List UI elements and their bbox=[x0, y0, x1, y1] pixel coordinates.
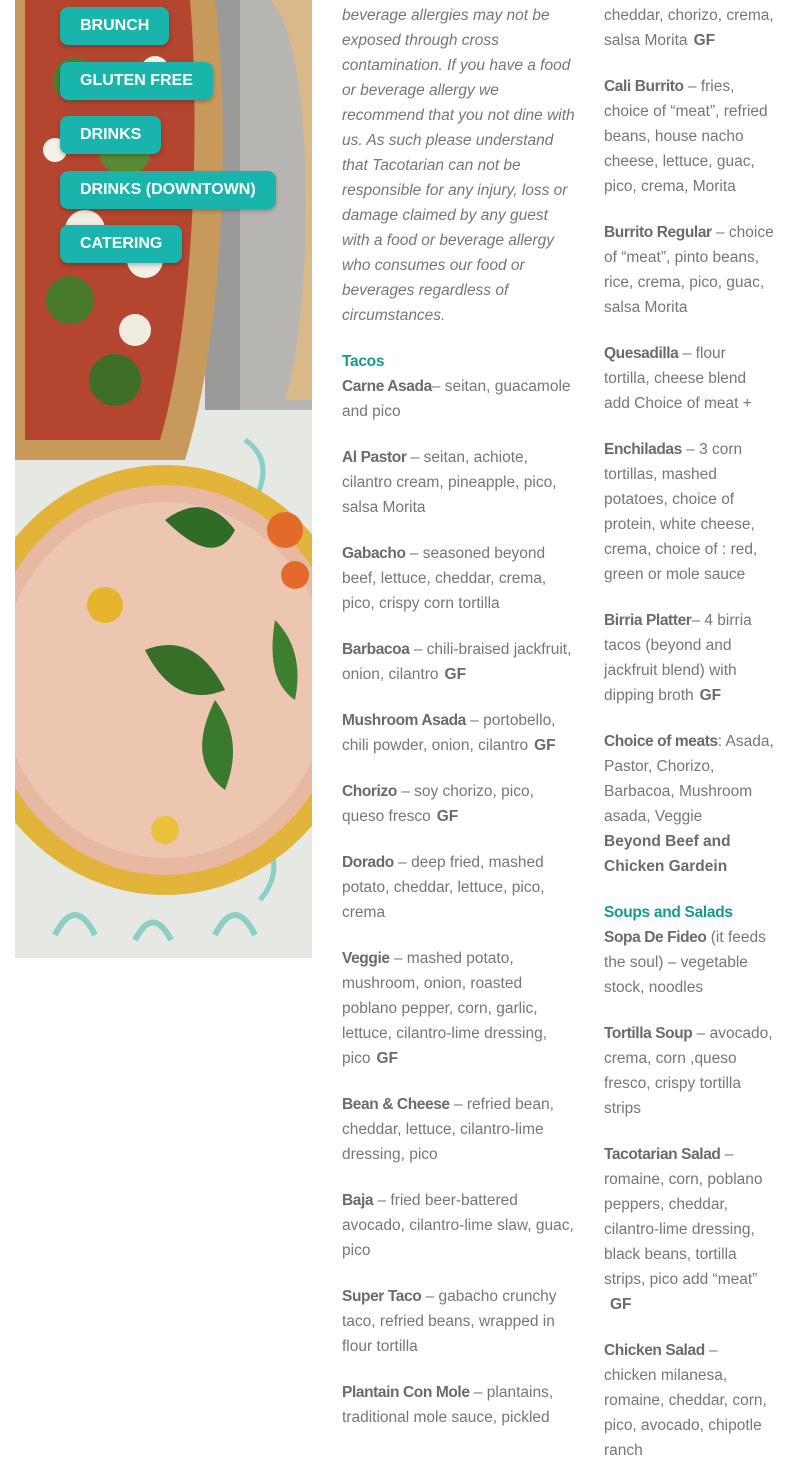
menu-item-name: Bean & Cheese bbox=[342, 1096, 450, 1113]
menu-item-continued bbox=[604, 0, 774, 53]
menu-item-name: Quesadilla bbox=[604, 345, 679, 362]
gluten-free-badge: GF bbox=[534, 737, 556, 754]
menu-item-name: Enchiladas bbox=[604, 441, 682, 458]
category-button-drinks[interactable]: DRINKS bbox=[60, 116, 161, 154]
menu-item-desc: – portobello, chili powder, onion, cilantro bbox=[342, 712, 556, 754]
menu-item-name: Baja bbox=[342, 1192, 374, 1209]
menu-item-desc: – mashed potato, mushroom, onion, roasted poblano pepper, corn, garlic, lettuce, cilantro-lime dressing, pico bbox=[342, 950, 548, 1067]
menu-item-name: Plantain Con Mole bbox=[342, 1384, 470, 1401]
menu-item-desc: – seitan, guacamole and pico bbox=[342, 378, 571, 420]
gluten-free-badge: GF bbox=[699, 687, 722, 704]
menu-item bbox=[342, 445, 578, 520]
menu-item-desc: – seasoned beyond beef, lettuce, cheddar, crema, pico, crispy corn tortilla bbox=[342, 545, 547, 612]
menu-item-name: Dorado bbox=[342, 854, 394, 871]
gluten-free-badge: GF bbox=[610, 1296, 632, 1313]
menu-item-name: Burrito Regular bbox=[604, 224, 712, 241]
menu-item-desc: – refried bean, cheddar, lettuce, cilantro-lime dressing, pico bbox=[342, 1096, 554, 1163]
menu-item-desc: (it feeds the soul) – vegetable stock, noodles bbox=[604, 929, 766, 996]
meat-choices-list: : Asada, Pastor, Chorizo, Barbacoa, Mushroom asada, Veggie bbox=[604, 733, 774, 825]
allergy-disclaimer: beverage allergies may not be exposed through cross contamination. If you have a food or beverage allergy we recommend that you not dine with us. As such please understand that Tacotarian can not be responsible for any injury, loss or damage claimed by any guest with a food or beverage allergy who consumes our food or beverages regardless of circumstances. bbox=[342, 7, 575, 324]
menu-item-desc: – plantains, traditional mole sauce, pickled bbox=[342, 1384, 554, 1426]
category-button-catering[interactable]: CATERING bbox=[60, 225, 182, 263]
menu-column-2 bbox=[604, 0, 774, 1484]
menu-item-desc: – fries, choice of “meat”, refried beans, house nacho cheese, lettuce, guac, pico, crema, Morita bbox=[604, 78, 768, 195]
menu-item-desc: – gabacho crunchy taco, refried beans, wrapped in flour tortilla bbox=[342, 1288, 557, 1355]
menu-item-desc: – deep fried, mashed potato, cheddar, lettuce, pico, crema bbox=[342, 854, 545, 921]
section-heading-tacos: Tacos bbox=[342, 353, 385, 370]
menu-item-name: Mushroom Asada bbox=[342, 712, 466, 729]
category-button-brunch[interactable]: BRUNCH bbox=[60, 7, 169, 45]
menu-item-name: Super Taco bbox=[342, 1288, 422, 1305]
menu-item-desc: – 3 corn tortillas, mashed potatoes, choice of protein, white cheese, crema, choice of : red, green or mole sauce bbox=[604, 441, 758, 583]
menu-item bbox=[604, 74, 774, 199]
menu-item bbox=[342, 850, 578, 925]
menu-item bbox=[604, 608, 774, 708]
gluten-free-badge: GF bbox=[693, 32, 716, 49]
menu-item bbox=[342, 1284, 578, 1359]
menu-item bbox=[342, 946, 578, 1071]
menu-item bbox=[342, 374, 578, 424]
section-heading-soups-salads: Soups and Salads bbox=[604, 904, 733, 921]
menu-item-desc: – fried beer-battered avocado, cilantro-lime slaw, guac, pico bbox=[342, 1192, 574, 1259]
menu-item bbox=[604, 925, 774, 1000]
meat-choices-label: Choice of meats bbox=[604, 733, 718, 750]
menu-item-name: Chicken Salad bbox=[604, 1342, 705, 1359]
meat-choices bbox=[604, 729, 774, 879]
menu-item bbox=[342, 541, 578, 616]
menu-item-name: Veggie bbox=[342, 950, 390, 967]
menu-item-name: Al Pastor bbox=[342, 449, 407, 466]
gluten-free-badge: GF bbox=[444, 666, 467, 683]
menu-item-desc: cheddar, chorizo, crema, salsa Morita bbox=[604, 7, 774, 49]
menu-item-name: Gabacho bbox=[342, 545, 406, 562]
menu-item-desc: – flour tortilla, cheese blend add Choice of meat + bbox=[604, 345, 752, 412]
menu-item-name: Barbacoa bbox=[342, 641, 410, 658]
menu-item bbox=[342, 779, 578, 829]
menu-item-name: Cali Burrito bbox=[604, 78, 684, 95]
menu-item-name: Chorizo bbox=[342, 783, 397, 800]
menu-item-desc: – seitan, achiote, cilantro cream, pineapple, pico, salsa Morita bbox=[342, 449, 557, 516]
menu-item-name: Birria Platter bbox=[604, 612, 692, 629]
menu-item bbox=[604, 1021, 774, 1121]
menu-item bbox=[604, 220, 774, 320]
menu-item bbox=[604, 341, 774, 416]
menu-item bbox=[342, 1188, 578, 1263]
menu-item bbox=[342, 637, 578, 687]
menu-item bbox=[604, 1338, 774, 1463]
menu-item bbox=[604, 437, 774, 587]
menu-item-desc: – choice of “meat”, pinto beans, rice, crema, pico, guac, salsa Morita bbox=[604, 224, 774, 316]
menu-item-name: Carne Asada bbox=[342, 378, 432, 395]
meat-choices-extra: Beyond Beef and Chicken Gardein bbox=[604, 833, 731, 875]
menu-item-desc: – chili-braised jackfruit, onion, cilantro bbox=[342, 641, 572, 683]
menu-item bbox=[342, 708, 578, 758]
category-button-gluten-free[interactable]: GLUTEN FREE bbox=[60, 62, 213, 100]
menu-item-desc: – avocado, crema, corn ,queso fresco, crispy tortilla strips bbox=[604, 1025, 773, 1117]
menu-item-desc: – 4 birria tacos (beyond and jackfruit blend) with dipping broth bbox=[604, 612, 752, 704]
menu-item-desc: – romaine, corn, poblano peppers, cheddar, cilantro-lime dressing, black beans, tortilla strips, pico add “meat” bbox=[604, 1146, 763, 1288]
gluten-free-badge: GF bbox=[436, 808, 459, 825]
menu-column-1 bbox=[342, 0, 578, 1451]
menu-item bbox=[342, 1380, 578, 1430]
menu-item-name: Tortilla Soup bbox=[604, 1025, 693, 1042]
category-button-drinks-downtown[interactable]: DRINKS (DOWNTOWN) bbox=[60, 171, 276, 209]
food-photo bbox=[15, 0, 312, 958]
menu-item bbox=[604, 1142, 774, 1317]
gluten-free-badge: GF bbox=[376, 1050, 398, 1067]
menu-item-desc: – chicken milanesa, romaine, cheddar, corn, pico, avocado, chipotle ranch bbox=[604, 1342, 767, 1459]
menu-item bbox=[342, 1092, 578, 1167]
menu-item-desc: – soy chorizo, pico, queso fresco bbox=[342, 783, 534, 825]
menu-item-name: Tacotarian Salad bbox=[604, 1146, 721, 1163]
menu-item-name: Sopa De Fideo bbox=[604, 929, 707, 946]
